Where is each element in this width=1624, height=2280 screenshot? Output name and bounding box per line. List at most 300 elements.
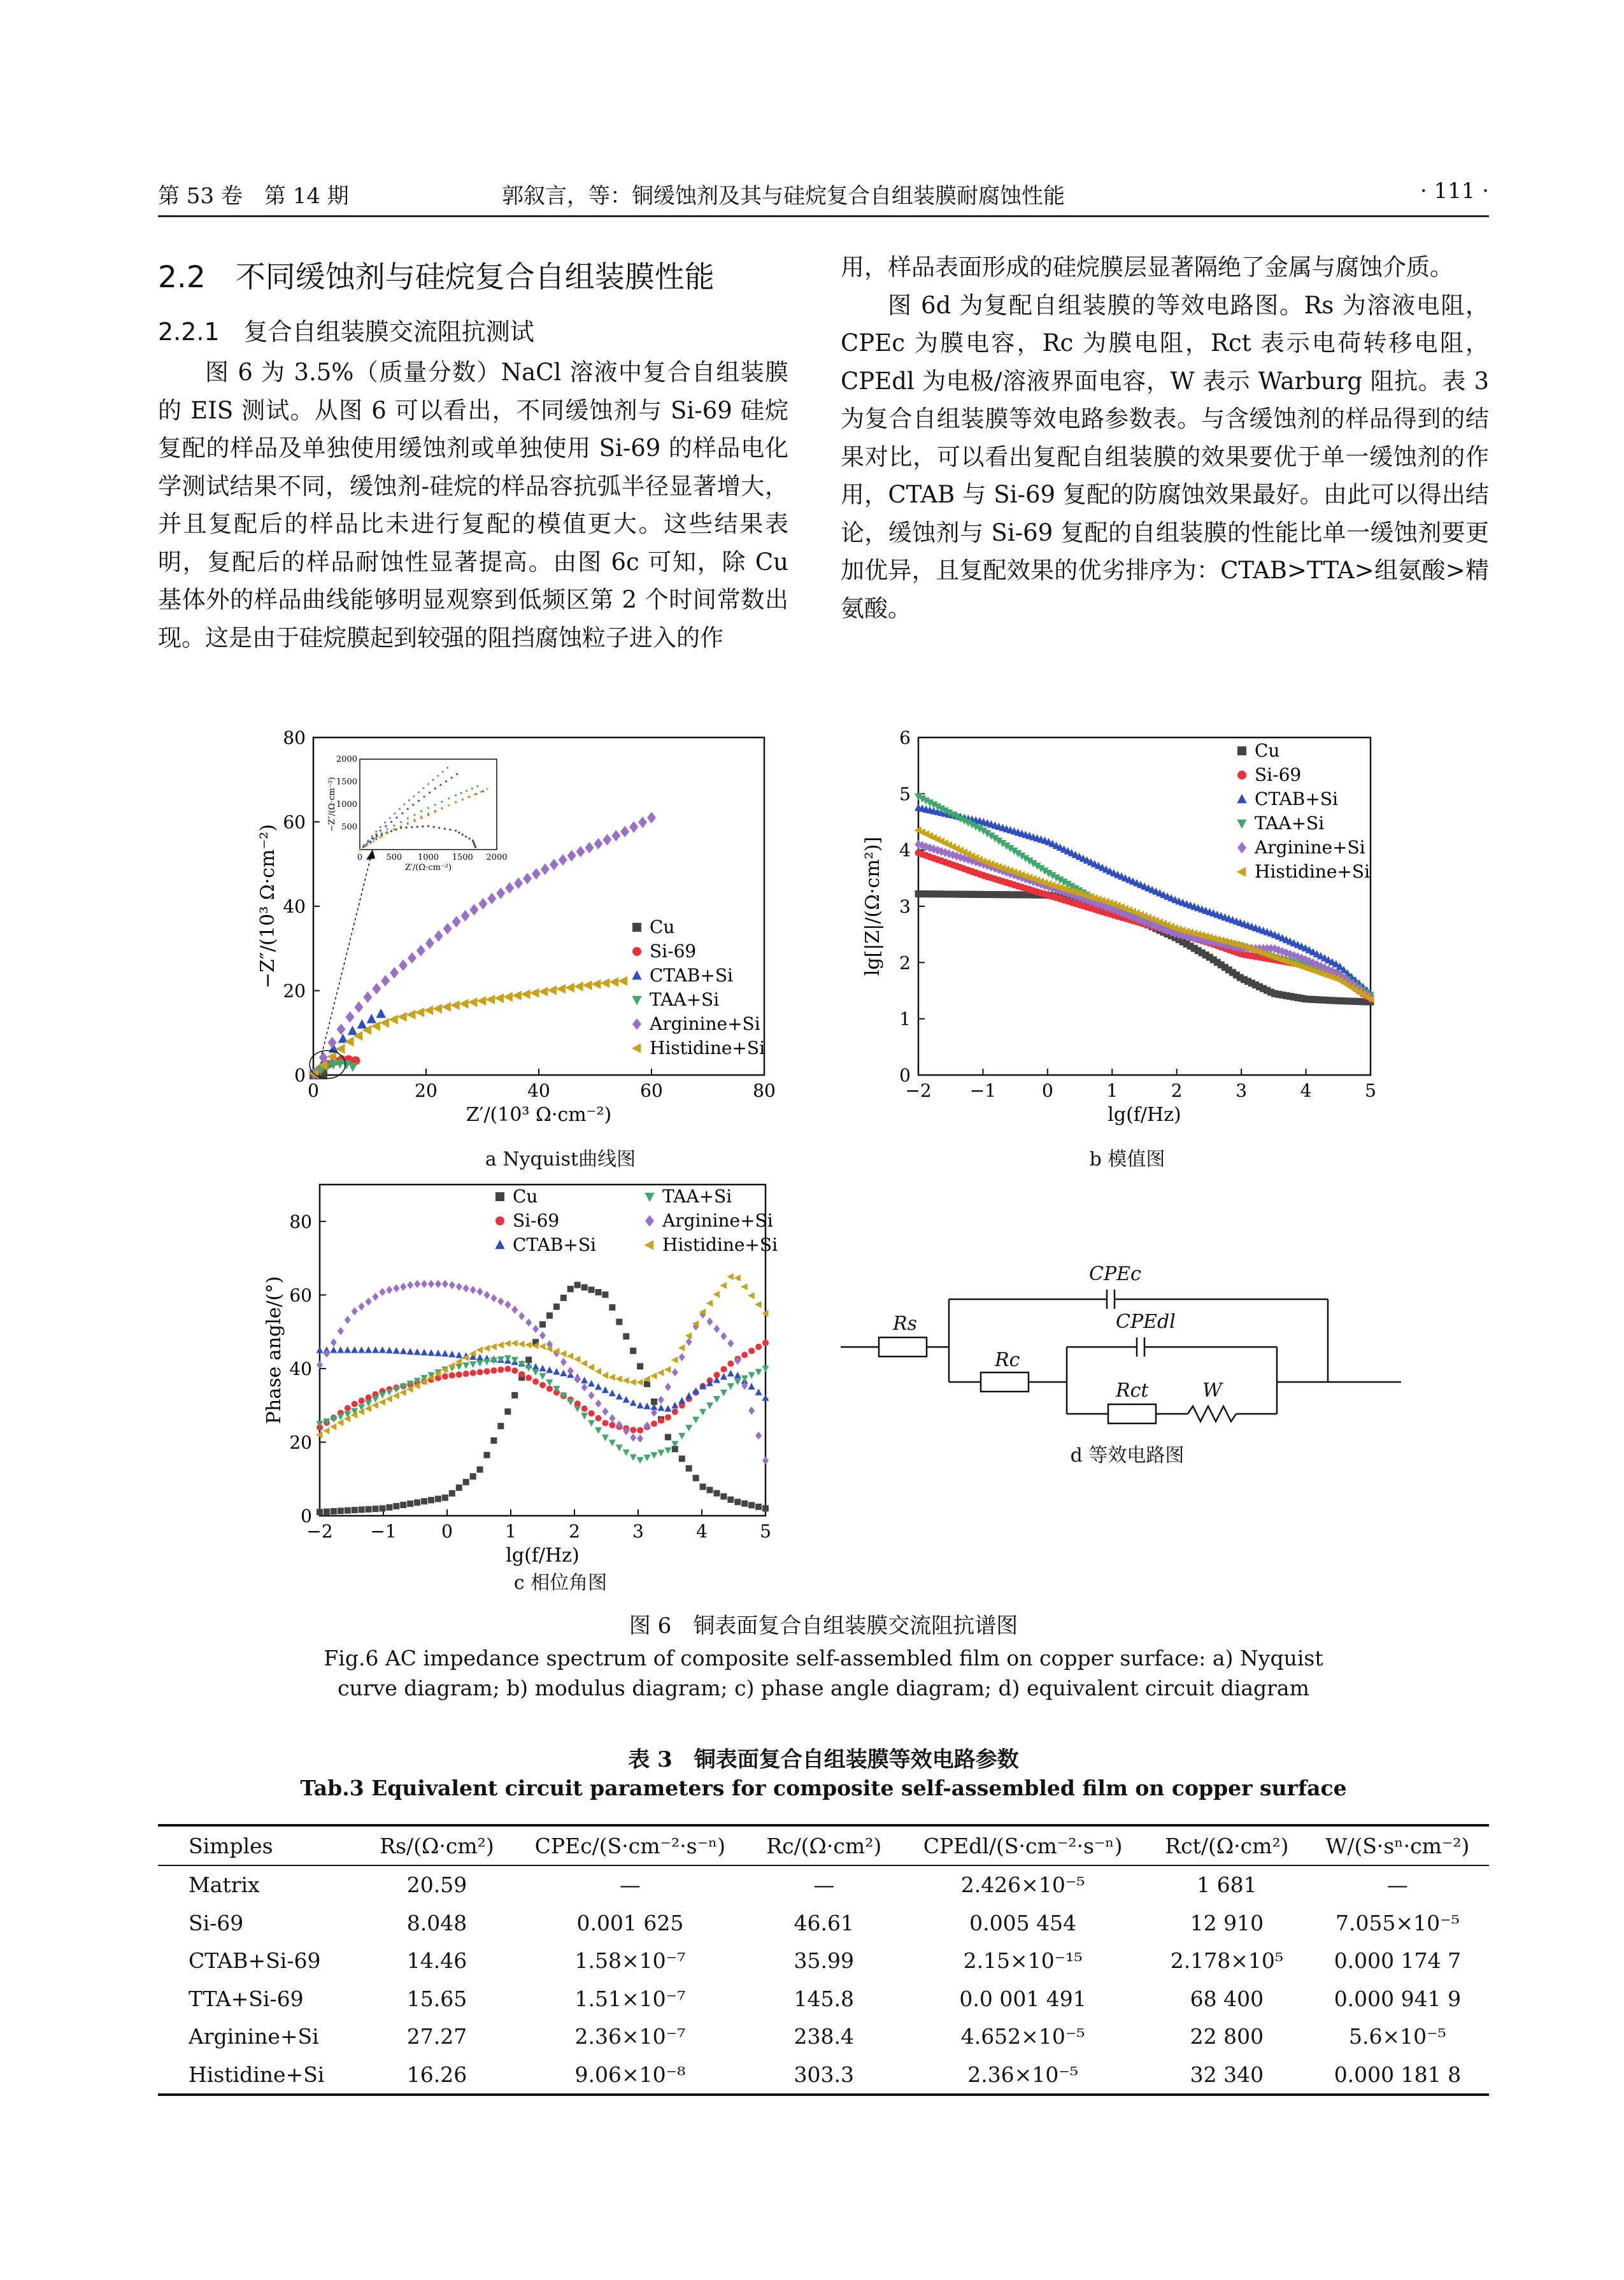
data-point — [373, 1506, 379, 1512]
inset-point — [441, 771, 443, 773]
data-point — [378, 1399, 385, 1406]
data-point — [532, 1369, 539, 1376]
inset-point — [450, 777, 452, 779]
inset-point — [418, 791, 420, 793]
y-tick-label: 40 — [283, 896, 306, 917]
data-point — [490, 1343, 497, 1350]
data-point — [407, 1281, 413, 1289]
data-point — [317, 1361, 323, 1369]
inset-x-tick-label: 1500 — [452, 853, 473, 862]
data-point — [407, 1500, 413, 1507]
inset-point — [363, 844, 365, 846]
data-point — [748, 1348, 755, 1354]
data-point — [588, 1286, 595, 1293]
legend-marker — [1237, 842, 1246, 853]
data-point — [574, 981, 583, 991]
data-point — [449, 1281, 455, 1289]
data-point — [602, 1292, 608, 1298]
data-point — [601, 978, 610, 988]
legend-entry: Cu — [650, 916, 675, 937]
table-cell: 2.36×10⁻⁵ — [898, 2056, 1148, 2095]
data-point — [637, 1402, 644, 1409]
inset-point — [448, 797, 450, 799]
table-header: Simples — [158, 1825, 364, 1865]
data-point — [620, 826, 629, 837]
y-tick-label: 20 — [283, 980, 306, 1002]
inset-point — [413, 819, 415, 821]
legend-marker — [495, 1240, 504, 1250]
phase-chart — [236, 1172, 802, 1592]
data-point — [468, 997, 478, 1007]
data-point — [581, 1360, 588, 1367]
data-point — [331, 1508, 337, 1514]
inset-point — [381, 832, 383, 834]
inset-point — [466, 790, 467, 792]
inset-y-tick-label: 1500 — [336, 777, 357, 787]
table-row — [158, 1904, 1489, 1942]
y-tick-label: 3 — [899, 896, 911, 917]
body-paragraph-continued: 用，样品表面形成的硅烷膜层显著隔绝了金属与腐蚀介质。 — [841, 253, 1453, 281]
data-point — [755, 1301, 762, 1308]
inset-point — [427, 825, 429, 827]
x-tick-label: 4 — [1300, 1080, 1312, 1101]
inset-point — [476, 785, 478, 787]
data-point — [459, 999, 469, 1008]
inset-point — [385, 825, 387, 827]
data-point — [560, 1369, 567, 1376]
equivalent-circuit — [841, 1255, 1401, 1439]
data-point — [379, 1346, 386, 1353]
inset-point — [380, 830, 381, 832]
data-point — [629, 1379, 636, 1386]
data-point — [658, 1396, 664, 1404]
y-tick-label: 5 — [899, 783, 911, 805]
legend — [495, 1186, 778, 1255]
data-point — [720, 1332, 727, 1340]
data-point — [539, 1343, 546, 1350]
data-point — [657, 1404, 664, 1411]
data-point — [623, 1450, 630, 1457]
data-point — [755, 1504, 762, 1510]
data-point — [363, 992, 372, 1003]
data-point — [609, 1390, 616, 1397]
legend-marker — [645, 1215, 654, 1227]
data-point — [463, 1284, 469, 1292]
legend-entry: Histidine+Si — [650, 1037, 766, 1058]
cpedl-label: CPEdl — [1116, 1311, 1176, 1333]
inset-point — [462, 834, 464, 836]
table-cell: 14.46 — [406, 1948, 467, 1974]
inset-point — [375, 838, 377, 840]
series-histidine-si — [316, 1273, 769, 1438]
data-point — [421, 1280, 427, 1288]
x-tick-label: 2 — [1171, 1080, 1183, 1101]
legend-entry: Si-69 — [1255, 764, 1302, 785]
legend-entry: Si-69 — [513, 1210, 560, 1231]
data-point — [637, 1457, 644, 1464]
inset-point — [407, 817, 409, 819]
data-point — [497, 1297, 504, 1306]
data-point — [345, 1037, 354, 1046]
data-point — [496, 887, 505, 899]
rs-label: Rs — [893, 1313, 917, 1335]
panel-d-circuit — [841, 1255, 1401, 1442]
table-row — [158, 1865, 1489, 1904]
data-point — [574, 1282, 581, 1288]
data-point — [441, 1350, 448, 1357]
data-point — [755, 1432, 762, 1440]
inset-point — [380, 836, 381, 838]
data-point — [707, 1318, 713, 1326]
inset-point — [408, 799, 410, 801]
inset-point — [455, 802, 457, 804]
panel-a-nyquist — [242, 726, 802, 1168]
data-point — [574, 1406, 581, 1413]
inset-point — [441, 801, 443, 802]
table-caption-en: Tab.3 Equivalent circuit parameters for composite self-assembled film on copper surface — [300, 1776, 1347, 1800]
table-row — [158, 2018, 1489, 2056]
table-cell: Arginine+Si — [189, 2024, 319, 2049]
table-cell: 2.15×10⁻¹⁵ — [963, 1948, 1083, 1974]
legend-marker — [645, 1193, 654, 1202]
data-point — [518, 1341, 525, 1348]
data-point — [720, 1366, 727, 1372]
data-point — [504, 1340, 511, 1347]
data-point — [609, 977, 618, 987]
table-cell: 1.58×10⁻⁷ — [574, 1948, 686, 1974]
data-point — [317, 1346, 324, 1353]
data-point — [595, 1383, 602, 1390]
inset-point — [465, 836, 467, 837]
running-title: 郭叙言，等：铜缓蚀剂及其与硅烷复合自组装膜耐腐蚀性能 — [502, 183, 1065, 209]
inset-point — [449, 829, 451, 830]
data-point — [525, 1341, 532, 1348]
data-point — [428, 1280, 434, 1288]
data-point — [359, 1302, 365, 1311]
inset-x-axis-label: Z′/(Ω·cm⁻²) — [404, 863, 452, 873]
x-tick-label: 80 — [753, 1080, 776, 1101]
data-point — [567, 1286, 574, 1292]
data-point — [392, 1392, 399, 1399]
inset-point — [371, 835, 373, 837]
inset-point — [413, 814, 415, 816]
inset-point — [375, 836, 377, 838]
data-point — [567, 1367, 574, 1375]
inset-point — [394, 813, 395, 815]
data-point — [637, 1434, 643, 1443]
data-point — [521, 989, 531, 999]
x-tick-label: −1 — [370, 1521, 397, 1542]
data-point — [685, 1332, 692, 1339]
data-point — [532, 1363, 539, 1370]
data-point — [539, 1382, 546, 1388]
legend-entry: Si-69 — [650, 941, 697, 962]
inset-x-tick-label: 2000 — [486, 853, 508, 862]
data-point — [595, 1415, 602, 1421]
data-point — [734, 1372, 741, 1379]
data-point — [664, 1448, 671, 1455]
subsection-heading: 2.2.1 复合自组装膜交流阻抗测试 — [158, 318, 534, 346]
data-point — [348, 1025, 357, 1035]
x-tick-label: 0 — [308, 1080, 319, 1101]
legend-marker — [1237, 771, 1246, 780]
data-point — [630, 1348, 636, 1354]
inset-point — [400, 825, 402, 827]
y-tick-label: 6 — [899, 727, 911, 748]
data-point — [565, 983, 574, 992]
x-tick-label: −2 — [905, 1080, 932, 1101]
data-point — [706, 1402, 713, 1409]
cpec-label: CPEc — [1089, 1263, 1141, 1285]
nyquist-chart — [242, 726, 802, 1165]
data-point — [720, 1493, 727, 1500]
body-paragraph: 图 6 为 3.5%（质量分数）NaCl 溶液中复合自组装膜的 EIS 测试。从图 6 可以看出，不同缓蚀剂与 Si-69 硅烷复配的样品及单独使用缓蚀剂或单独使用 Si-69 的样品电化学测试结果不同，缓蚀剂-硅烷的样品容抗弧半径显著增大，并且复配后的样品比未进行复配的模值更大。这些结果表明，复配后的样品耐蚀性显著提高。由图 6c 可知，除 Cu 基体外的样品曲线能够明显观察到低频区第 2 个时间常数出现。这是由于硅烷膜起到较强的阻挡腐蚀粒子进入的作 — [158, 359, 788, 652]
data-point — [366, 1506, 372, 1513]
table-cell: 68 400 — [1190, 1986, 1264, 2011]
data-point — [497, 1423, 504, 1429]
inset-point — [359, 848, 360, 850]
data-point — [456, 1485, 462, 1491]
x-tick-label: 1 — [505, 1521, 516, 1542]
data-point — [748, 1406, 755, 1414]
data-point — [581, 1377, 588, 1384]
legend-entry: Histidine+Si — [662, 1234, 778, 1255]
data-point — [630, 1399, 637, 1406]
data-point — [595, 1427, 602, 1434]
inset-point — [471, 788, 473, 790]
data-point — [345, 1405, 351, 1411]
right-column — [841, 248, 1489, 627]
data-point — [443, 923, 452, 934]
data-point — [588, 1392, 595, 1400]
table-cell: 4.652×10⁻⁵ — [960, 2024, 1085, 2049]
data-point — [539, 1322, 546, 1328]
data-point — [679, 1353, 685, 1361]
data-point — [741, 1376, 748, 1383]
x-tick-label: 0 — [1041, 1080, 1053, 1101]
legend-entry: Arginine+Si — [1255, 837, 1365, 858]
data-point — [415, 1008, 425, 1017]
inset-point — [434, 788, 436, 790]
legend-marker — [495, 1216, 504, 1225]
table-row — [158, 1942, 1489, 1980]
inset-point — [467, 796, 469, 798]
data-point — [592, 980, 601, 989]
data-point — [503, 992, 513, 1002]
data-point — [678, 1397, 685, 1404]
table-cell: 145.8 — [794, 1986, 855, 2011]
data-point — [428, 1349, 435, 1356]
figure-caption-en: Fig.6 AC impedance spectrum of composite self-assembled film on copper surface: a) Nyquist curve diagram; b) modulus diagram; c) phase angle diagram; d) equivalent circuit diagram — [324, 1646, 1323, 1700]
table-header: W/(S·sⁿ·cm⁻²) — [1306, 1825, 1489, 1865]
data-point — [685, 1392, 692, 1399]
table-cell: 27.27 — [406, 2024, 467, 2049]
data-point — [762, 1394, 769, 1401]
data-point — [400, 1348, 407, 1355]
data-point — [657, 1450, 664, 1457]
journal-volume: 第 53 卷 第 14 期 — [158, 183, 349, 209]
data-point — [755, 1388, 762, 1395]
x-tick-label: 0 — [441, 1521, 453, 1542]
table-caption-cn: 表 3 铜表面复合自组装膜等效电路参数 — [628, 1747, 1019, 1772]
x-tick-label: 4 — [696, 1521, 708, 1542]
data-point — [525, 1318, 532, 1327]
data-point — [484, 1452, 490, 1458]
data-point — [541, 864, 550, 875]
table-cell: 0.001 625 — [576, 1910, 684, 1935]
data-point — [713, 1291, 720, 1298]
legend-marker — [1237, 867, 1246, 876]
table-cell: 16.26 — [364, 2056, 511, 2095]
inset-point — [482, 790, 484, 792]
modulus-chart — [847, 726, 1420, 1165]
data-point — [477, 996, 487, 1006]
table-cell: 2.178×10⁵ — [1170, 1948, 1284, 1974]
inset-y-tick-label: 2000 — [336, 755, 357, 764]
page-number: · 111 · — [1420, 178, 1489, 204]
data-point — [574, 1356, 581, 1363]
data-point — [609, 1422, 615, 1429]
data-point — [559, 854, 567, 866]
data-point — [428, 1497, 434, 1503]
data-point — [611, 830, 620, 841]
inset-point — [468, 837, 470, 839]
table-cell: 15.65 — [406, 1986, 467, 2011]
legend-marker — [632, 923, 641, 932]
inset-point — [386, 828, 388, 830]
inset-point — [448, 804, 450, 806]
table-cell: 32 340 — [1148, 2056, 1306, 2095]
data-point — [706, 1300, 713, 1307]
table-cell: 0.005 454 — [969, 1910, 1077, 1935]
inset-point — [406, 827, 408, 829]
y-tick-label: 40 — [289, 1358, 312, 1379]
data-point — [727, 1273, 734, 1280]
data-point — [338, 1327, 344, 1336]
data-point — [588, 1364, 595, 1371]
data-point — [672, 1368, 678, 1376]
data-point — [671, 1402, 678, 1409]
data-point — [372, 983, 381, 994]
y-tick-label: 20 — [289, 1432, 312, 1453]
inset-point — [432, 779, 434, 781]
data-point — [720, 1282, 727, 1289]
table-cell: 8.048 — [406, 1910, 467, 1935]
data-point — [388, 1015, 398, 1024]
data-point — [421, 1498, 427, 1504]
data-point — [393, 1503, 399, 1509]
inset-point — [407, 808, 409, 810]
data-point — [379, 1506, 385, 1512]
data-point — [399, 959, 408, 971]
data-point — [602, 1435, 609, 1442]
data-point — [358, 1346, 365, 1353]
data-point — [713, 1325, 720, 1333]
inset-point — [427, 807, 429, 809]
data-point — [328, 1037, 337, 1048]
legend-marker — [495, 1192, 504, 1201]
panel-b-label: b 模值图 — [1089, 1148, 1165, 1171]
inset-point — [434, 809, 436, 811]
inset-point — [370, 841, 372, 843]
data-point — [323, 1427, 330, 1434]
data-point — [317, 1509, 323, 1515]
legend-marker — [632, 971, 641, 980]
data-point — [338, 1507, 344, 1514]
data-point — [469, 904, 478, 915]
data-point — [741, 1351, 748, 1358]
x-tick-label: 1 — [1106, 1080, 1118, 1101]
data-point — [417, 945, 425, 957]
data-point — [525, 1375, 532, 1381]
data-point — [386, 1286, 392, 1294]
data-point — [588, 1420, 595, 1427]
data-point — [553, 1368, 560, 1375]
inset-point — [462, 799, 464, 801]
x-axis-label: Z′/(10³ Ω·cm⁻²) — [466, 1104, 612, 1126]
data-point — [504, 1355, 511, 1362]
data-point — [665, 1434, 671, 1441]
zoom-arrow — [322, 850, 373, 1054]
data-point — [434, 930, 443, 942]
y-tick-label: 60 — [283, 811, 306, 833]
data-point — [462, 1362, 469, 1369]
legend-entry: Histidine+Si — [1255, 861, 1371, 882]
panel-c-label: c 相位角图 — [513, 1572, 608, 1594]
data-point — [484, 1291, 490, 1299]
data-point — [505, 882, 514, 894]
data-point — [651, 1452, 658, 1459]
data-point — [650, 1372, 657, 1379]
data-point — [546, 1386, 553, 1392]
inset-point — [384, 822, 386, 823]
x-tick-label: −2 — [306, 1521, 333, 1542]
data-point — [372, 1396, 379, 1403]
data-point — [567, 850, 576, 861]
data-point — [664, 1405, 671, 1412]
data-point — [345, 1507, 351, 1514]
inset-point — [407, 822, 409, 824]
legend-marker — [632, 1043, 641, 1053]
data-point — [699, 1409, 706, 1416]
inset-y-tick-label: 1000 — [336, 800, 357, 809]
data-point — [713, 1396, 720, 1403]
data-point — [504, 1408, 511, 1414]
inset-point — [386, 832, 388, 834]
data-point — [399, 1389, 406, 1396]
nyquist-inset — [327, 755, 508, 873]
data-point — [546, 1379, 553, 1386]
series-taa-si — [317, 1355, 769, 1464]
data-point — [518, 1312, 525, 1320]
data-point — [365, 1405, 372, 1412]
data-point — [449, 1372, 455, 1379]
data-point — [762, 1457, 769, 1465]
y-tick-label: 60 — [289, 1285, 312, 1306]
data-point — [602, 1420, 608, 1426]
data-point — [713, 1490, 720, 1497]
legend-entry: CTAB+Si — [1255, 788, 1338, 809]
inset-point — [420, 810, 422, 812]
inset-point — [412, 804, 414, 806]
data-point — [539, 987, 548, 996]
data-point — [359, 1506, 365, 1513]
data-point — [379, 1288, 385, 1296]
data-point — [352, 1401, 358, 1407]
inset-point — [422, 825, 424, 827]
circuit-parameter-table — [158, 1824, 1489, 2096]
data-point — [532, 1325, 539, 1333]
